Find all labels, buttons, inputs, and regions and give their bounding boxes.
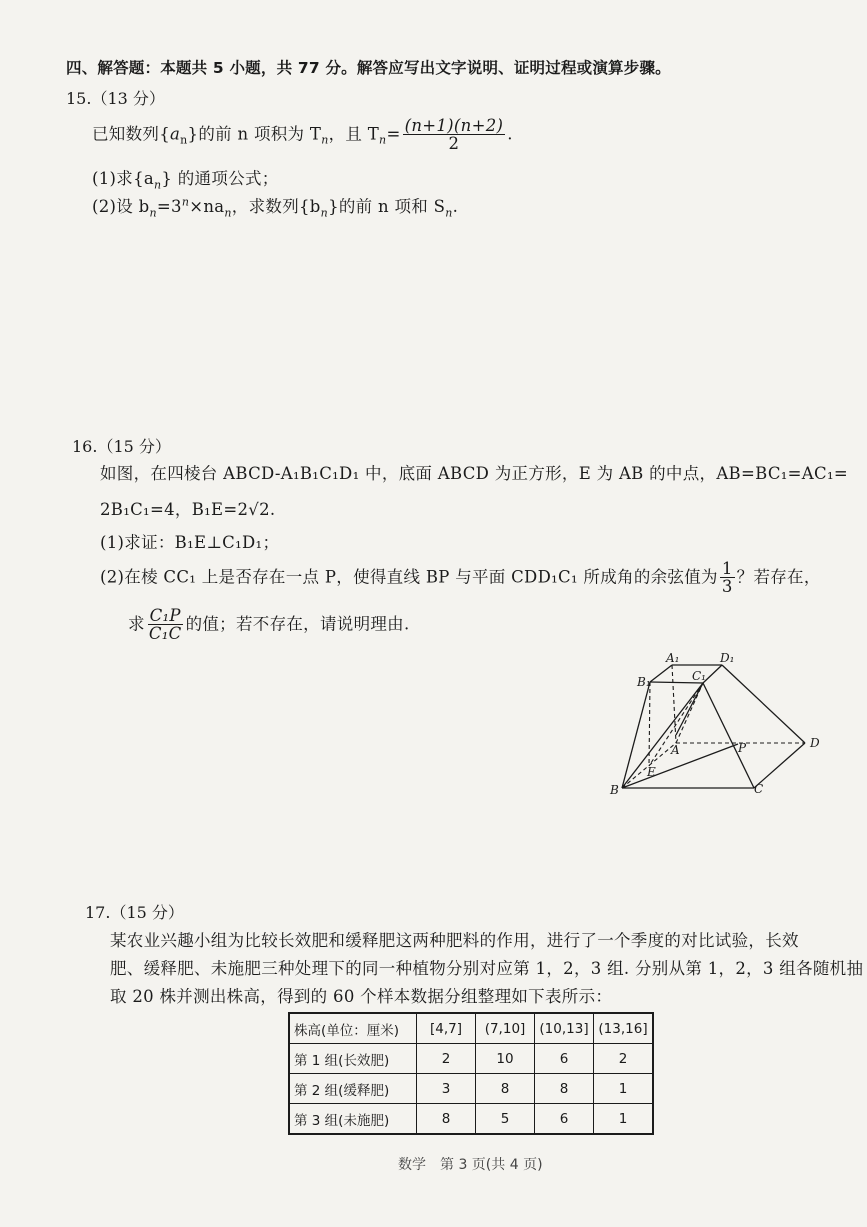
table-row [289, 1074, 653, 1104]
table-row [289, 1044, 653, 1074]
table-cell: 1 [594, 1074, 654, 1104]
table-cell: 第 2 组(缓释肥) [289, 1074, 417, 1104]
table-cell: 5 [476, 1104, 535, 1135]
q15-part2-e: }的前 n 项和 S [328, 197, 446, 216]
q15-number: 15.（13 分） [66, 89, 165, 108]
q15-frac-den: 2 [448, 134, 460, 154]
table-cell: 6 [535, 1104, 594, 1135]
q16-ratio-den: C₁C [148, 624, 182, 644]
table-cell: 2 [594, 1044, 654, 1074]
q16-part1: (1)求证：B₁E⊥C₁D₁； [100, 533, 280, 552]
q15-stem-mid2: ，且 T [328, 124, 380, 144]
q16-part2-a: (2)在棱 CC₁ 上是否存在一点 P，使得直线 BP 与平面 CDD₁C₁ 所成角的余弦值为 [100, 567, 718, 587]
q15-part2-sub3: n [320, 206, 329, 220]
q15-frac-num: (n+1)(n+2) [404, 116, 504, 135]
label-P: P [738, 741, 747, 755]
edge-B1A1 [650, 665, 672, 682]
table-header-cell: (7,10] [476, 1013, 535, 1044]
q16-part2-c-pre: 求 [128, 614, 145, 634]
q15-part2-sub1: n [149, 206, 157, 220]
q15-tn-sub: n [321, 133, 329, 147]
table-cell: 10 [476, 1044, 535, 1074]
q15-part2-sup: n [181, 195, 190, 209]
table-header-cell: (10,13] [535, 1013, 594, 1044]
q15-stem-mid: }的前 n 项积为 T [187, 124, 322, 144]
q15-part1 [92, 165, 279, 191]
q16-frac-num: 1 [721, 559, 733, 578]
q15-part2-b: =3 [156, 197, 182, 216]
label-B: B [610, 783, 619, 797]
table-row [289, 1104, 653, 1135]
label-D1: D₁ [720, 651, 735, 665]
q17-line2: 肥、缓释肥、未施肥三种处理下的同一种植物分别对应第 1，2，3 组. 分别从第 1，2，3 组各随机抽 [110, 959, 864, 978]
q16-ratio-num: C₁P [149, 606, 181, 625]
frustum-figure [600, 650, 830, 800]
q15-part2-c: ×na [189, 197, 225, 216]
section-heading: 四、解答题：本题共 5 小题，共 77 分。解答应写出文字说明、证明过程或演算步骤。 [66, 59, 671, 77]
q15-part2-sub2: n [224, 206, 232, 220]
q15-stem [92, 117, 513, 153]
table-header-row [289, 1013, 653, 1044]
label-C1: C₁ [692, 669, 706, 683]
table-header-cell: (13,16] [594, 1013, 654, 1044]
q15-stem-prefix: 已知数列{ [92, 124, 170, 144]
table-cell: 1 [594, 1104, 654, 1135]
table-header-cell: 株高(单位：厘米) [289, 1013, 417, 1044]
page-footer: 数学 第 3 页(共 4 页) [398, 1157, 543, 1173]
table-cell: 8 [476, 1074, 535, 1104]
q17-line3: 取 20 株并测出株高，得到的 60 个样本数据分组整理如下表所示： [110, 987, 613, 1006]
label-C: C [754, 782, 764, 796]
q15-part2 [92, 193, 458, 219]
q15-stem-end: . [507, 124, 513, 144]
table-cell: 第 1 组(长效肥) [289, 1044, 417, 1074]
q16-frac-den: 3 [721, 577, 733, 597]
plant-height-table [288, 1012, 654, 1135]
q16-part2-b: ？若存在， [736, 567, 821, 587]
q15-part2-a: (2)设 b [92, 197, 150, 216]
table-cell: 3 [417, 1074, 476, 1104]
segment-B1E-hidden [649, 682, 650, 766]
q16-ratio-fraction [147, 607, 184, 643]
q15-fraction [403, 117, 506, 153]
q15-an: a [170, 124, 181, 144]
table-header-cell: [4,7] [417, 1013, 476, 1044]
q15-part1-sub: n [154, 178, 162, 192]
q16-part2 [100, 560, 821, 596]
q15-part2-sub4: n [445, 206, 453, 220]
q15-an-sub: n [180, 133, 188, 147]
q15-eq: = [386, 124, 401, 144]
q16-line1: 如图，在四棱台 ABCD-A₁B₁C₁D₁ 中，底面 ABCD 为正方形，E 为 AB 的中点，AB=BC₁=AC₁= [100, 464, 848, 483]
q15-part1-b: } 的通项公式； [161, 169, 279, 188]
edge-D1D [722, 665, 805, 743]
table-cell: 8 [535, 1074, 594, 1104]
q17-line1: 某农业兴趣小组为比较长效肥和缓释肥这两种肥料的作用，进行了一个季度的对比试验，长效 [110, 931, 799, 950]
q16-part2-line2 [128, 607, 410, 643]
edge-BB1 [622, 682, 650, 788]
table-cell: 8 [417, 1104, 476, 1135]
label-D: D [810, 736, 820, 750]
q16-number: 16.（15 分） [72, 437, 171, 456]
q16-part2-c-post: 的值；若不存在，请说明理由. [185, 614, 410, 634]
table-cell: 第 3 组(未施肥) [289, 1104, 417, 1135]
q15-part2-f: . [452, 197, 459, 216]
table-cell: 2 [417, 1044, 476, 1074]
q15-tn-sub2: n [379, 133, 387, 147]
table-cell: 6 [535, 1044, 594, 1074]
label-A1: A₁ [666, 651, 680, 665]
edge-C1C [703, 683, 754, 788]
q16-part2-fraction [720, 560, 735, 596]
label-B1: B₁ [637, 675, 651, 689]
q15-part1-a: (1)求{a [92, 169, 155, 188]
q17-number: 17.（15 分） [85, 903, 184, 922]
label-A: A [671, 743, 680, 757]
edge-A1A-hidden [672, 665, 676, 743]
q16-line2: 2B₁C₁=4，B₁E=2√2. [100, 500, 276, 519]
label-E: E [647, 765, 656, 779]
q15-part2-d: ，求数列{b [231, 197, 321, 216]
